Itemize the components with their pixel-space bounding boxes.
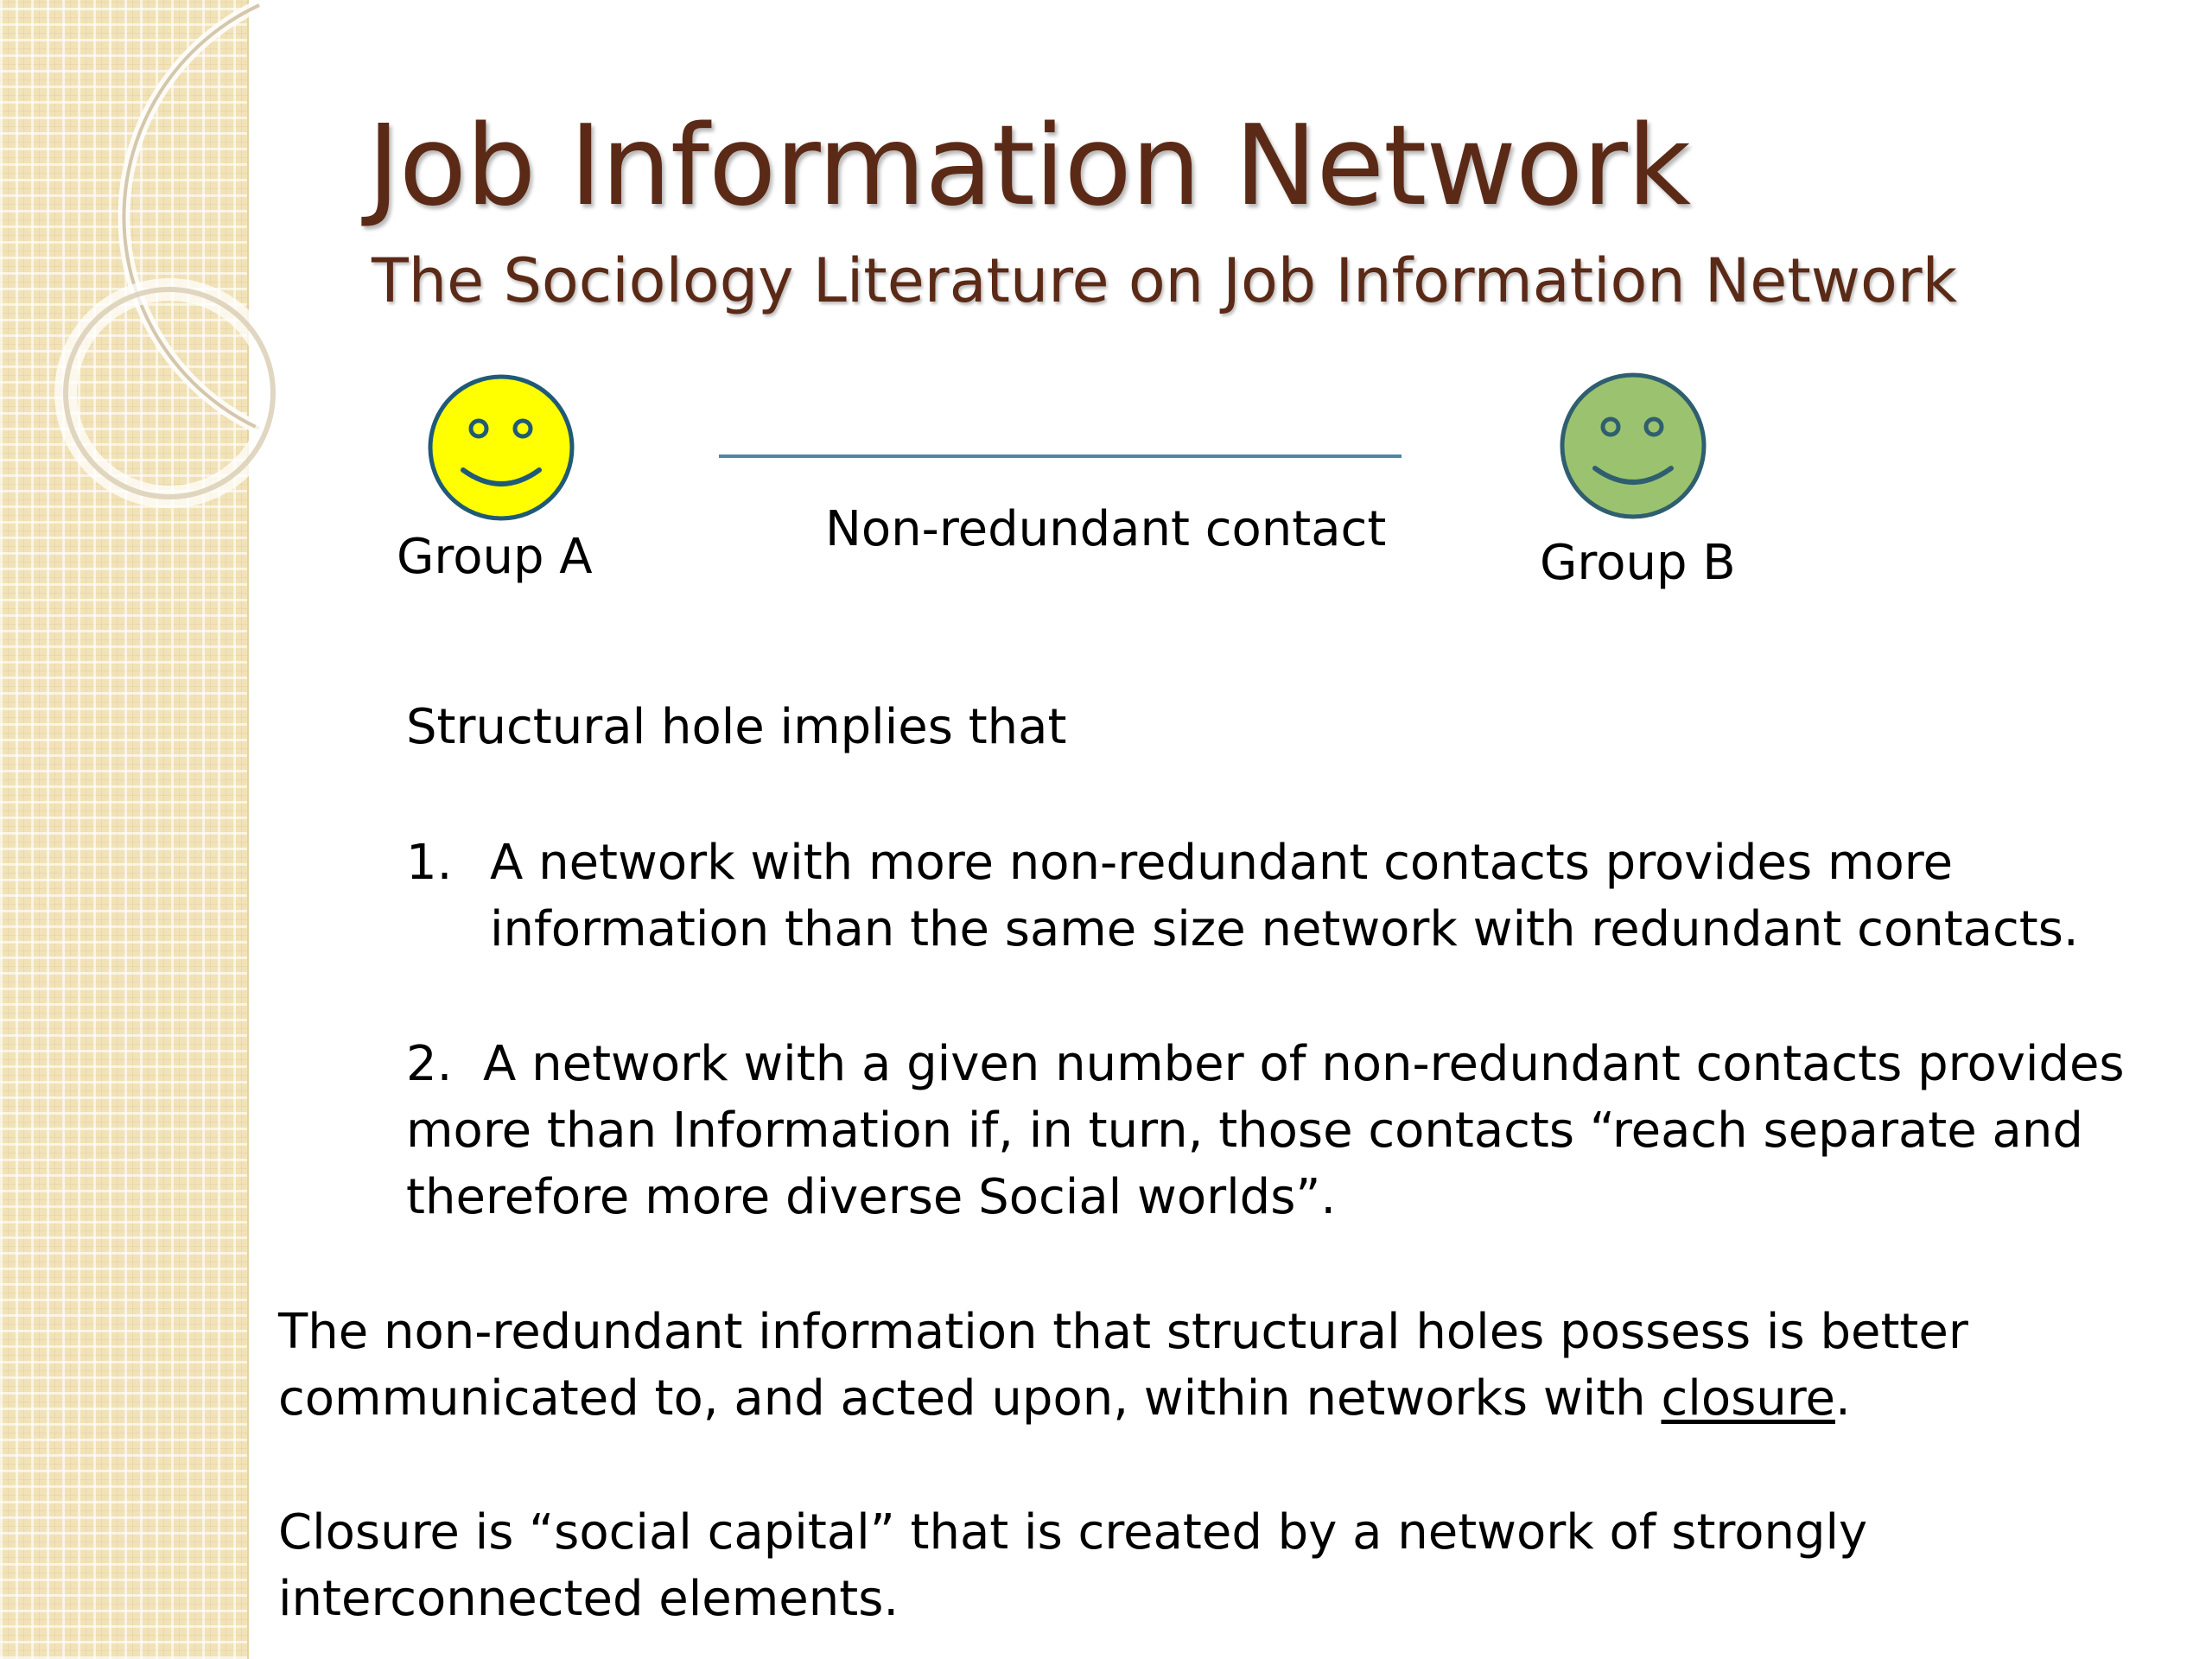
closure-paragraph-end: .	[1835, 1370, 1851, 1427]
list-item-2-number: 2.	[406, 1036, 453, 1092]
closure-paragraph	[278, 1299, 2179, 1432]
group-b-label: Group B	[1540, 535, 1736, 591]
slide-title: Job Information Network	[367, 102, 1691, 231]
closure-term: closure	[1661, 1370, 1835, 1427]
connection-label: Non-redundant contact	[825, 501, 1387, 557]
network-diagram	[0, 0, 2212, 657]
group-a-label: Group A	[397, 529, 593, 585]
group-a-smiley-icon	[430, 377, 572, 518]
slide-subtitle: The Sociology Literature on Job Information Network	[372, 245, 1958, 316]
list-item-2-text: A network with a given number of non-redundant contacts provides more than Information if, in turn, those contacts “reach separate and therefore more diverse Social worlds”.	[406, 1036, 2125, 1225]
group-b-smiley-icon	[1562, 375, 1704, 517]
list-item-2	[406, 1031, 2186, 1230]
closure-paragraph-text: The non-redundant information that structural holes possess is better communicated to, and acted upon, within networks with	[278, 1304, 1968, 1427]
intro-text: Structural hole implies that	[406, 699, 1067, 755]
list-item-1-number: 1.	[406, 835, 453, 891]
closure-definition: Closure is “social capital” that is created by a network of strongly interconnected elements.	[278, 1504, 1868, 1627]
list-item-1-text: A network with more non-redundant contacts provides more information than the same size network with redundant contacts.	[490, 835, 2079, 957]
